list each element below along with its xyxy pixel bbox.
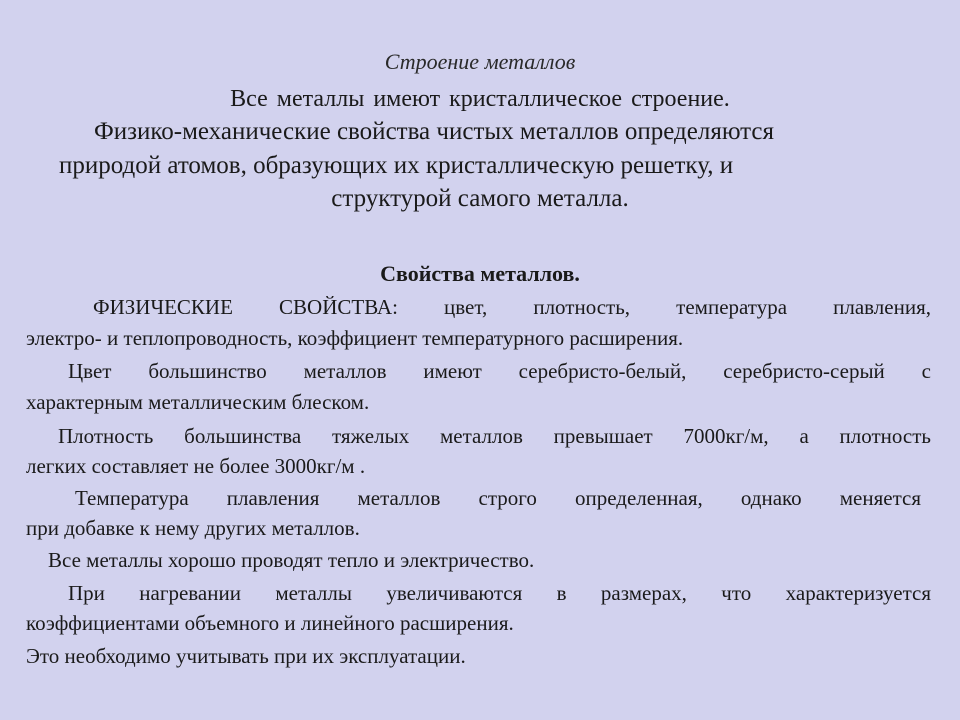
physical-properties-line-1: ФИЗИЧЕСКИЕ СВОЙСТВА: цвет, плотность, температура плавления, [93,295,931,319]
usage-note-line: Это необходимо учитывать при их эксплуатации. [26,644,466,668]
density-line-2: легких составляет не более 3000кг/м . [26,454,366,478]
intro-line-3: структурой самого металла. [331,185,629,212]
density-line-1: Плотность большинства тяжелых металлов превышает 7000кг/м, а плотность [58,424,931,448]
intro-line-1: Физико-механические свойства чистых металлов определяются [94,118,775,145]
section-heading: Свойства металлов. [380,261,580,286]
color-line-2: характерным металлическим блеском. [26,390,370,414]
conductivity-line: Все металлы хорошо проводят тепло и электричество. [48,548,535,572]
expansion-line-2: коэффициентами объемного и линейного расширения. [26,611,514,635]
color-line-1: Цвет большинство металлов имеют серебристо-белый, серебристо-серый с [68,359,931,383]
melting-line-2: при добавке к нему других металлов. [26,516,360,540]
melting-line-1: Температура плавления металлов строго определенная, однако меняется [75,486,921,510]
intro-statement: Все металлы имеют кристаллическое строение. [230,86,730,112]
physical-properties-line-2: электро- и теплопроводность, коэффициент температурного расширения. [26,326,684,350]
slide-title: Строение металлов [384,49,576,74]
intro-line-2: природой атомов, образующих их кристаллическую решетку, и [59,152,734,179]
expansion-line-1: При нагревании металлы увеличиваются в размерах, что характеризуется [68,581,931,605]
